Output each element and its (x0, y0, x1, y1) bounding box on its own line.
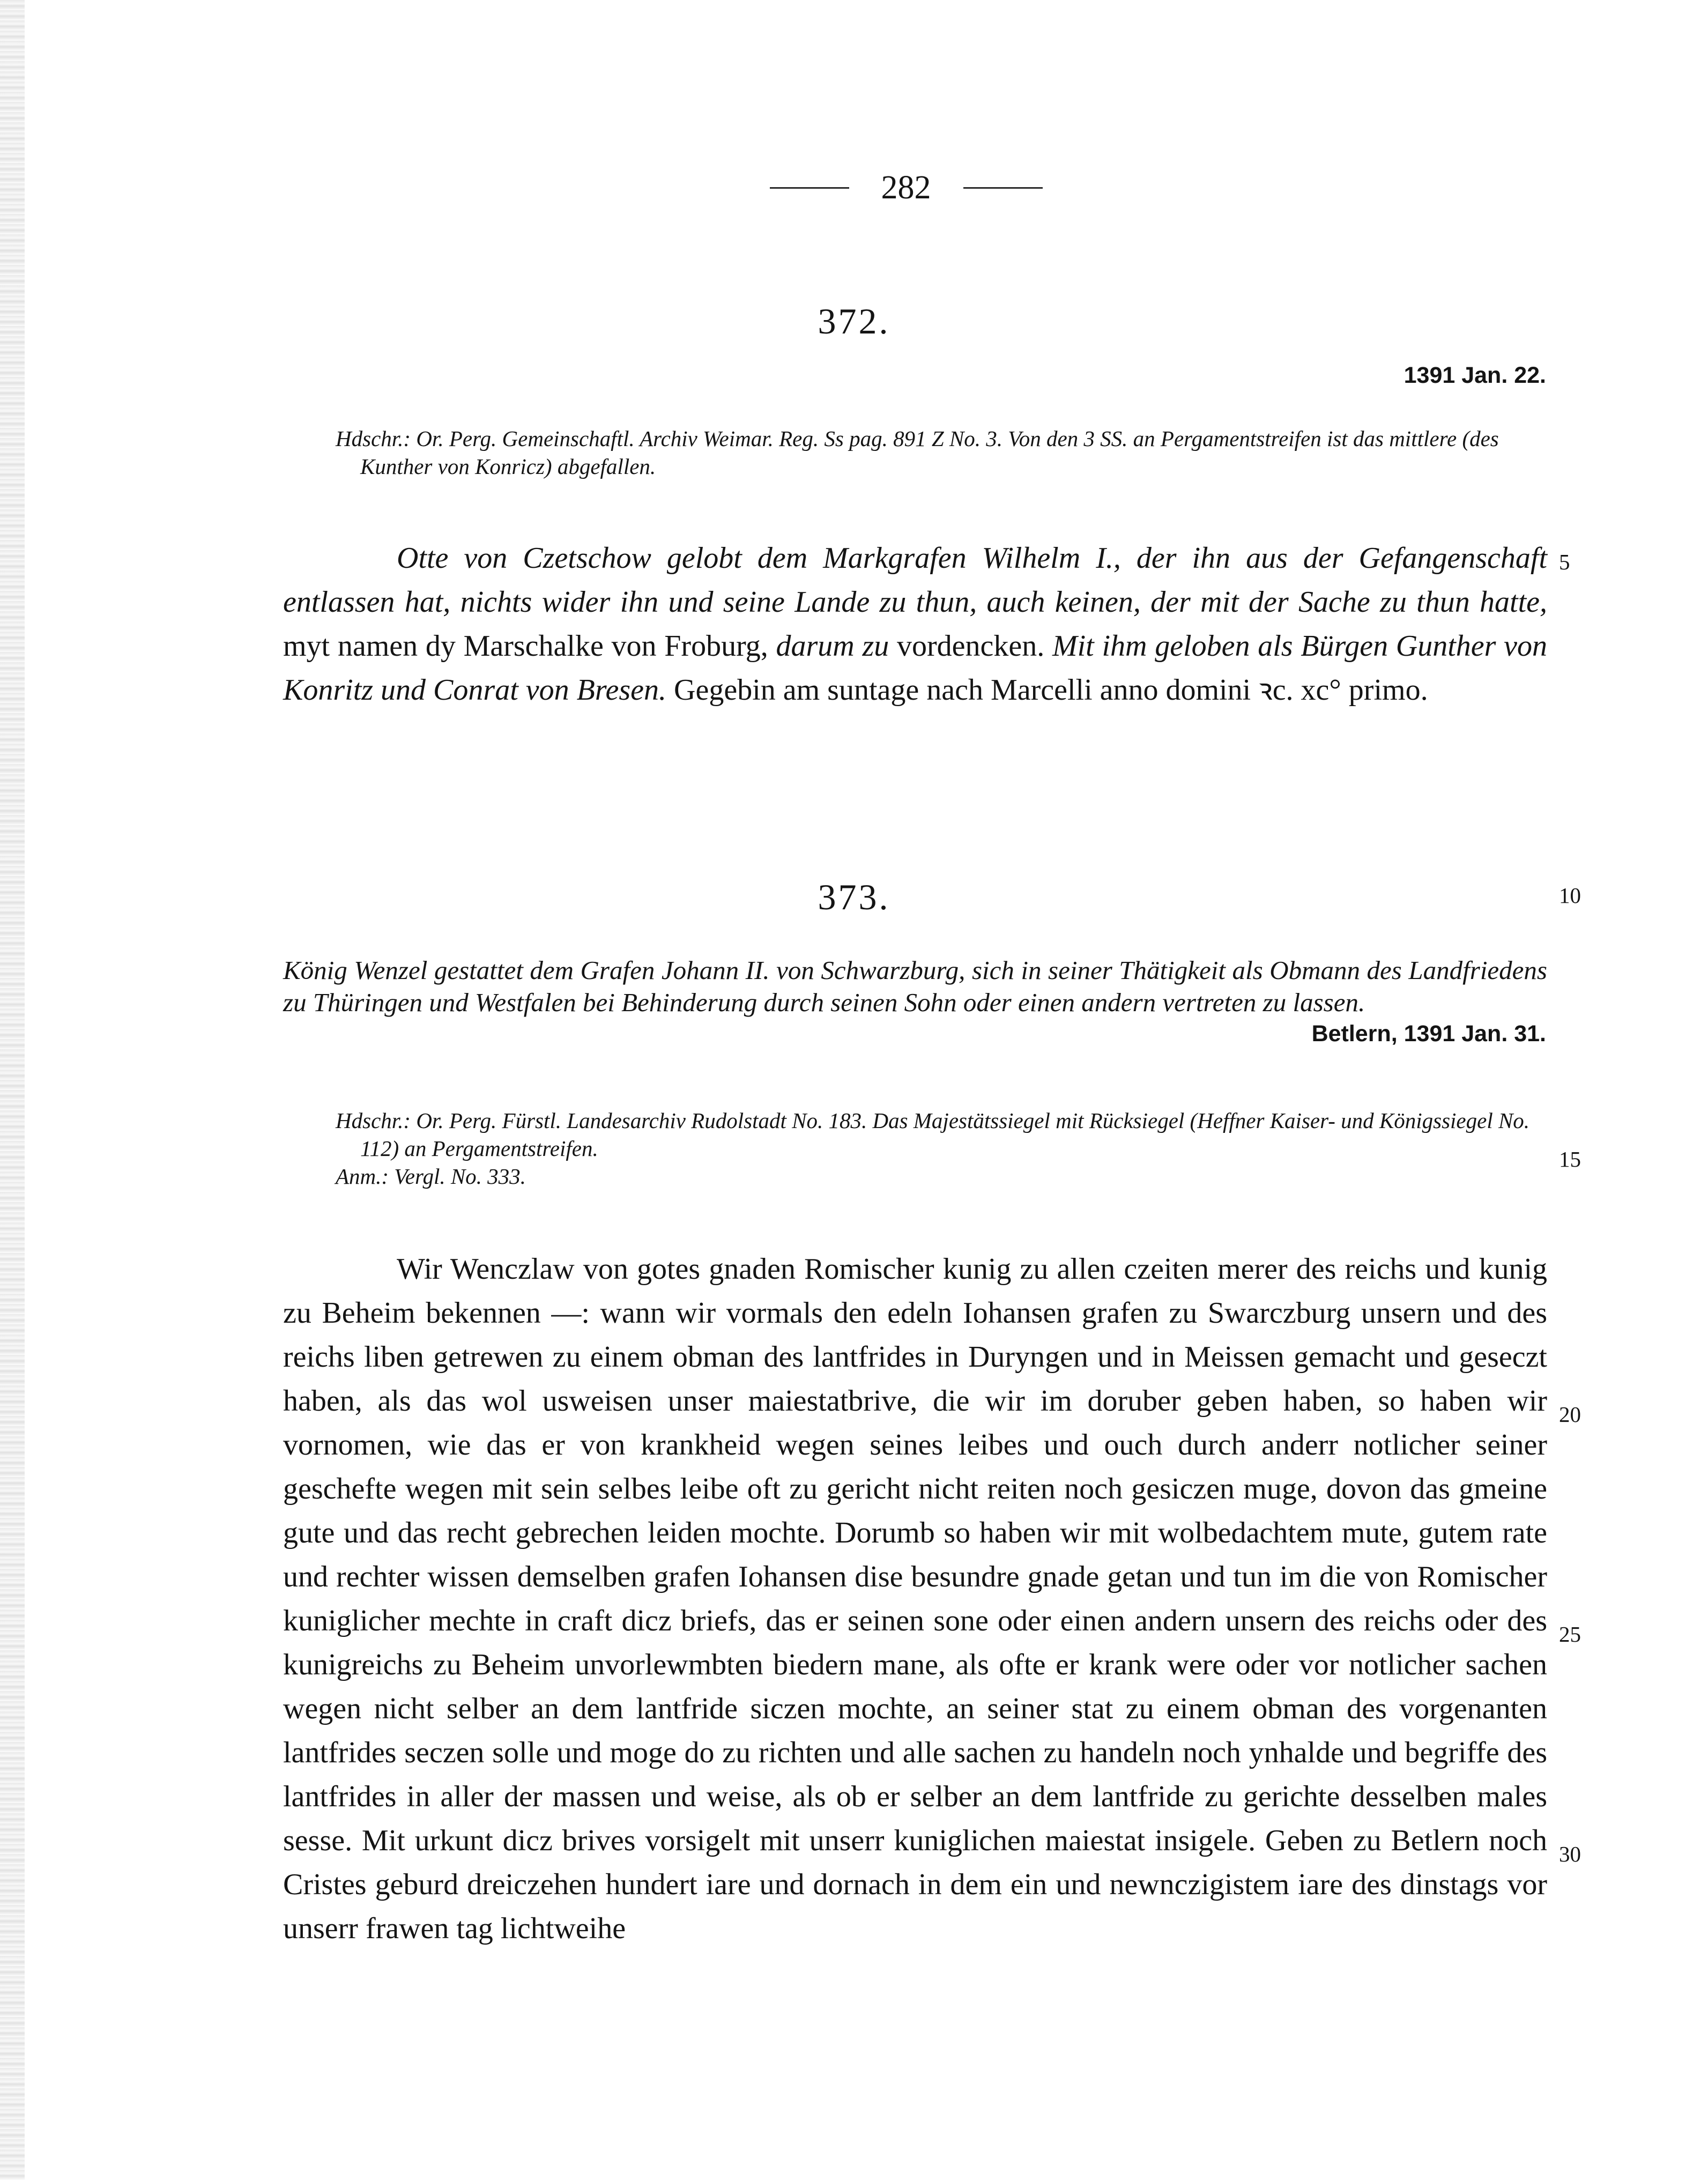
line-number-30: 30 (1559, 1842, 1581, 1866)
doc-372-regest-italic-1: Otte von Czetschow gelobt dem Markgrafen Wilhelm I., der ihn aus der Gefangenschaft entlassen hat, nichts wider ihn und seine Lande zu thun, auch keinen, der mit der Sache zu thun hatte, (283, 542, 1547, 619)
doc-373-source-note (336, 1107, 1547, 1190)
doc-373-regest: König Wenzel gestattet dem Grafen Johann II. von Schwarzburg, sich in seiner Thätigkeit als Obmann des Landfriedens zu Thüringen und Westfalen bei Behinderung durch seinen Sohn oder einen andern vertreten zu lassen. (283, 955, 1547, 1017)
doc-373-text-body: Wir Wenczlaw von gotes gnaden Romischer kunig zu allen czeiten merer des reichs und kunig zu Beheim bekennen —: wann wir vormals den edeln Iohansen grafen zu Swarczburg unsern und des reichs liben getrewen zu einem obman des lantfrides in Duryngen und in Meissen gemacht und geseczt haben, als das wol usweisen unser maiestatbrive, die wir im doruber geben haben, so haben wir vornomen, wie das er von krankheid wegen seines leibes und ouch durch anderr notlicher seiner geschefte wegen mit sein selbes leibe oft zu gericht nicht reiten noch gesiczen muge, dovon das gmeine gute und das recht gebrechen leiden mochte. Dorumb so haben wir mit wolbedachtem mute, gutem rate und rechter wissen demselben grafen Iohansen dise besundre gnade getan und tun im die von Romischer kuniglicher mechte in craft dicz briefs, das er seinen sone oder einen andern unsern des reichs oder des kunigreichs zu Beheim unvorlewmbten biedern mane, als ofte er krank were oder vor notlicher sachen wegen nicht selber an dem lantfride siczen mochte, an seiner stat zu einem obman des vorgenanten lantfrides seczen solle und moge do zu richten und alle sachen zu handeln noch ynhalde und begriffe des lantfrides in aller der massen und weise, als ob er selber an dem lantfride zu gerichte desselben males sesse. Mit urkunt dicz brives vorsigelt mit unserr kuniglichen maiestat insigele. Geben zu Betlern noch Cristes geburd dreiczehen hundert iare und dornach in dem ein und newnczigistem iare des dinstags vor unserr frawen tag lichtweihe (283, 1252, 1547, 1945)
header-rule-left (770, 187, 849, 189)
doc-372-source-note (336, 425, 1547, 480)
doc-372-quote-1: myt namen dy Marschalke von Froburg, (283, 629, 768, 663)
doc-372-quote-2: vordencken. (896, 629, 1045, 663)
line-number-20: 20 (1559, 1402, 1581, 1427)
doc-373-place-date: Betlern, 1391 Jan. 31. (1311, 1021, 1546, 1047)
doc-372-italic-2: darum zu (776, 629, 889, 663)
doc-373-annotation: Anm.: Vergl. No. 333. (336, 1164, 526, 1189)
doc-372-number: 372. (818, 301, 890, 342)
page-number: 282 (881, 169, 931, 206)
doc-372-italic-3: Mit ihm geloben als Bürgen Gunther von Konritz und Conrat von Bresen. (283, 629, 1548, 707)
page-header (740, 161, 1072, 214)
line-number-5: 5 (1559, 550, 1570, 574)
doc-373-source-text: Hdschr.: Or. Perg. Fürstl. Landesarchiv Rudolstadt No. 183. Das Majestätssiegel mit Rücksiegel (Heffner Kaiser- und Königssiegel No. 112) an Pergamentstreifen. (336, 1108, 1530, 1161)
line-number-25: 25 (1559, 1622, 1581, 1647)
doc-372-quote-3: Gegebin am suntage nach Marcelli anno domini ꝛc. xc° primo. (674, 673, 1428, 707)
header-rule-right (963, 187, 1043, 189)
doc-373-number: 373. (818, 877, 890, 917)
line-number-10: 10 (1559, 883, 1581, 908)
line-number-15: 15 (1559, 1147, 1581, 1171)
doc-372-date: 1391 Jan. 22. (1403, 362, 1546, 388)
doc-372-source-text: Hdschr.: Or. Perg. Gemeinschaftl. Archiv Weimar. Reg. Ss pag. 891 Z No. 3. Von den 3 SS. an Pergamentstreifen ist das mittlere (des Kunther von Konricz) abgefallen. (336, 426, 1499, 479)
doc-372-regest (283, 536, 1547, 712)
doc-373-text (283, 1247, 1547, 1951)
